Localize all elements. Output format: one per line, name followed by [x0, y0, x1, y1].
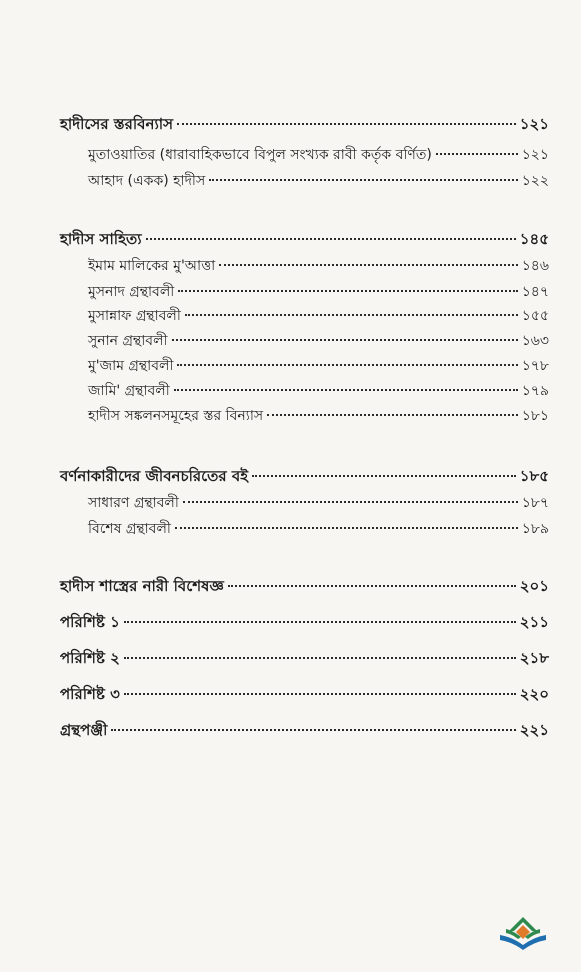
- toc-entry[interactable]: [60, 683, 549, 708]
- dot-leader: [174, 389, 518, 391]
- toc-subentry[interactable]: [88, 254, 549, 278]
- toc-entry[interactable]: [60, 575, 549, 600]
- toc-page-number: ১৮৫: [519, 467, 549, 485]
- toc-page-number: ২২০: [519, 685, 549, 703]
- toc-page-number: ২১৮: [519, 649, 549, 667]
- toc-subentry[interactable]: [88, 329, 549, 353]
- toc-label: সুনান গ্রন্থাবলী: [88, 333, 168, 349]
- toc-label: পরিশিষ্ট ৩: [60, 685, 120, 703]
- toc-page-number: ১৭৮: [521, 358, 549, 374]
- toc-label: হাদীসের স্তরবিন্যাস: [60, 115, 174, 133]
- dot-leader: [178, 290, 517, 292]
- toc-section-heading[interactable]: [60, 113, 549, 138]
- dot-leader: [252, 475, 516, 477]
- toc-page-number: ১৮১: [521, 408, 549, 424]
- dot-leader: [172, 339, 518, 341]
- toc-page-number: ১২১: [519, 115, 549, 133]
- toc-label: গ্রন্থপঞ্জী: [60, 721, 108, 739]
- toc-entry[interactable]: [60, 611, 549, 636]
- toc-subentry[interactable]: [88, 304, 549, 328]
- toc-subentry[interactable]: [88, 169, 549, 193]
- dot-leader: [177, 364, 517, 366]
- toc-subentry[interactable]: [88, 517, 549, 541]
- toc-page-number: ১৪৫: [519, 230, 549, 248]
- toc-entry[interactable]: [60, 719, 549, 744]
- dot-leader: [146, 238, 516, 240]
- dot-leader: [175, 527, 518, 529]
- toc-page-number: ১২২: [521, 173, 549, 189]
- toc-label: হাদীস সঙ্কলনসমূহের স্তর বিন্যাস: [88, 408, 264, 424]
- toc-section-heading[interactable]: [60, 228, 549, 253]
- toc-label: মুতাওয়াতির (ধারাবাহিকভাবে বিপুল সংখ্যক রাবী কর্তৃক বর্ণিত): [88, 147, 432, 163]
- dot-leader: [177, 123, 516, 125]
- toc-page-number: ২২১: [519, 721, 549, 739]
- toc-page-number: ১৬৩: [521, 333, 549, 349]
- dot-leader: [267, 414, 518, 416]
- toc-section-heading[interactable]: [60, 465, 549, 490]
- toc-page-number: ১৭৯: [521, 383, 549, 399]
- dot-leader: [209, 179, 518, 181]
- toc-page-number: ১৫৫: [521, 308, 549, 324]
- toc-page-number: ১৪৭: [521, 284, 549, 300]
- toc-subentry[interactable]: [88, 404, 549, 428]
- dot-leader: [436, 153, 518, 155]
- toc-subentry[interactable]: [88, 280, 549, 304]
- toc-label: বিশেষ গ্রন্থাবলী: [88, 521, 171, 537]
- toc-label: আহাদ (একক) হাদীস: [88, 173, 206, 189]
- dot-leader: [111, 729, 515, 731]
- dot-leader: [124, 693, 516, 695]
- toc-page-number: ১৮৭: [521, 495, 549, 511]
- toc-subentry[interactable]: [88, 491, 549, 515]
- toc-label: মু'জাম গ্রন্থাবলী: [88, 358, 174, 374]
- toc-label: পরিশিষ্ট ২: [60, 649, 120, 667]
- toc-entry[interactable]: [60, 647, 549, 672]
- dot-leader: [183, 501, 518, 503]
- toc-label: হাদীস সাহিত্য: [60, 230, 142, 248]
- toc-subentry[interactable]: [88, 143, 549, 167]
- toc-label: মুসনাদ গ্রন্থাবলী: [88, 284, 175, 300]
- toc-page-number: ২০১: [519, 577, 549, 595]
- toc-page-number: ১২১: [521, 147, 549, 163]
- toc-label: বর্ণনাকারীদের জীবনচরিতের বই: [60, 467, 249, 485]
- toc-label: পরিশিষ্ট ১: [60, 613, 120, 631]
- toc-subentry[interactable]: [88, 354, 549, 378]
- dot-leader: [124, 621, 516, 623]
- dot-leader: [228, 585, 516, 587]
- toc-label: মুসান্নাফ গ্রন্থাবলী: [88, 308, 181, 324]
- dot-leader: [185, 314, 518, 316]
- toc-page-number: ২১১: [519, 613, 549, 631]
- dot-leader: [124, 657, 516, 659]
- publisher-logo-icon: [496, 915, 550, 953]
- toc-page-number: ১৮৯: [521, 521, 549, 537]
- toc-subentry[interactable]: [88, 379, 549, 403]
- toc-page-number: ১৪৬: [521, 258, 549, 274]
- dot-leader: [219, 264, 518, 266]
- toc-label: হাদীস শাস্ত্রের নারী বিশেষজ্ঞ: [60, 577, 224, 595]
- toc-label: সাধারণ গ্রন্থাবলী: [88, 495, 179, 511]
- toc-label: ইমাম মালিকের মু'আত্তা: [88, 258, 216, 274]
- toc-label: জামি' গ্রন্থাবলী: [88, 383, 170, 399]
